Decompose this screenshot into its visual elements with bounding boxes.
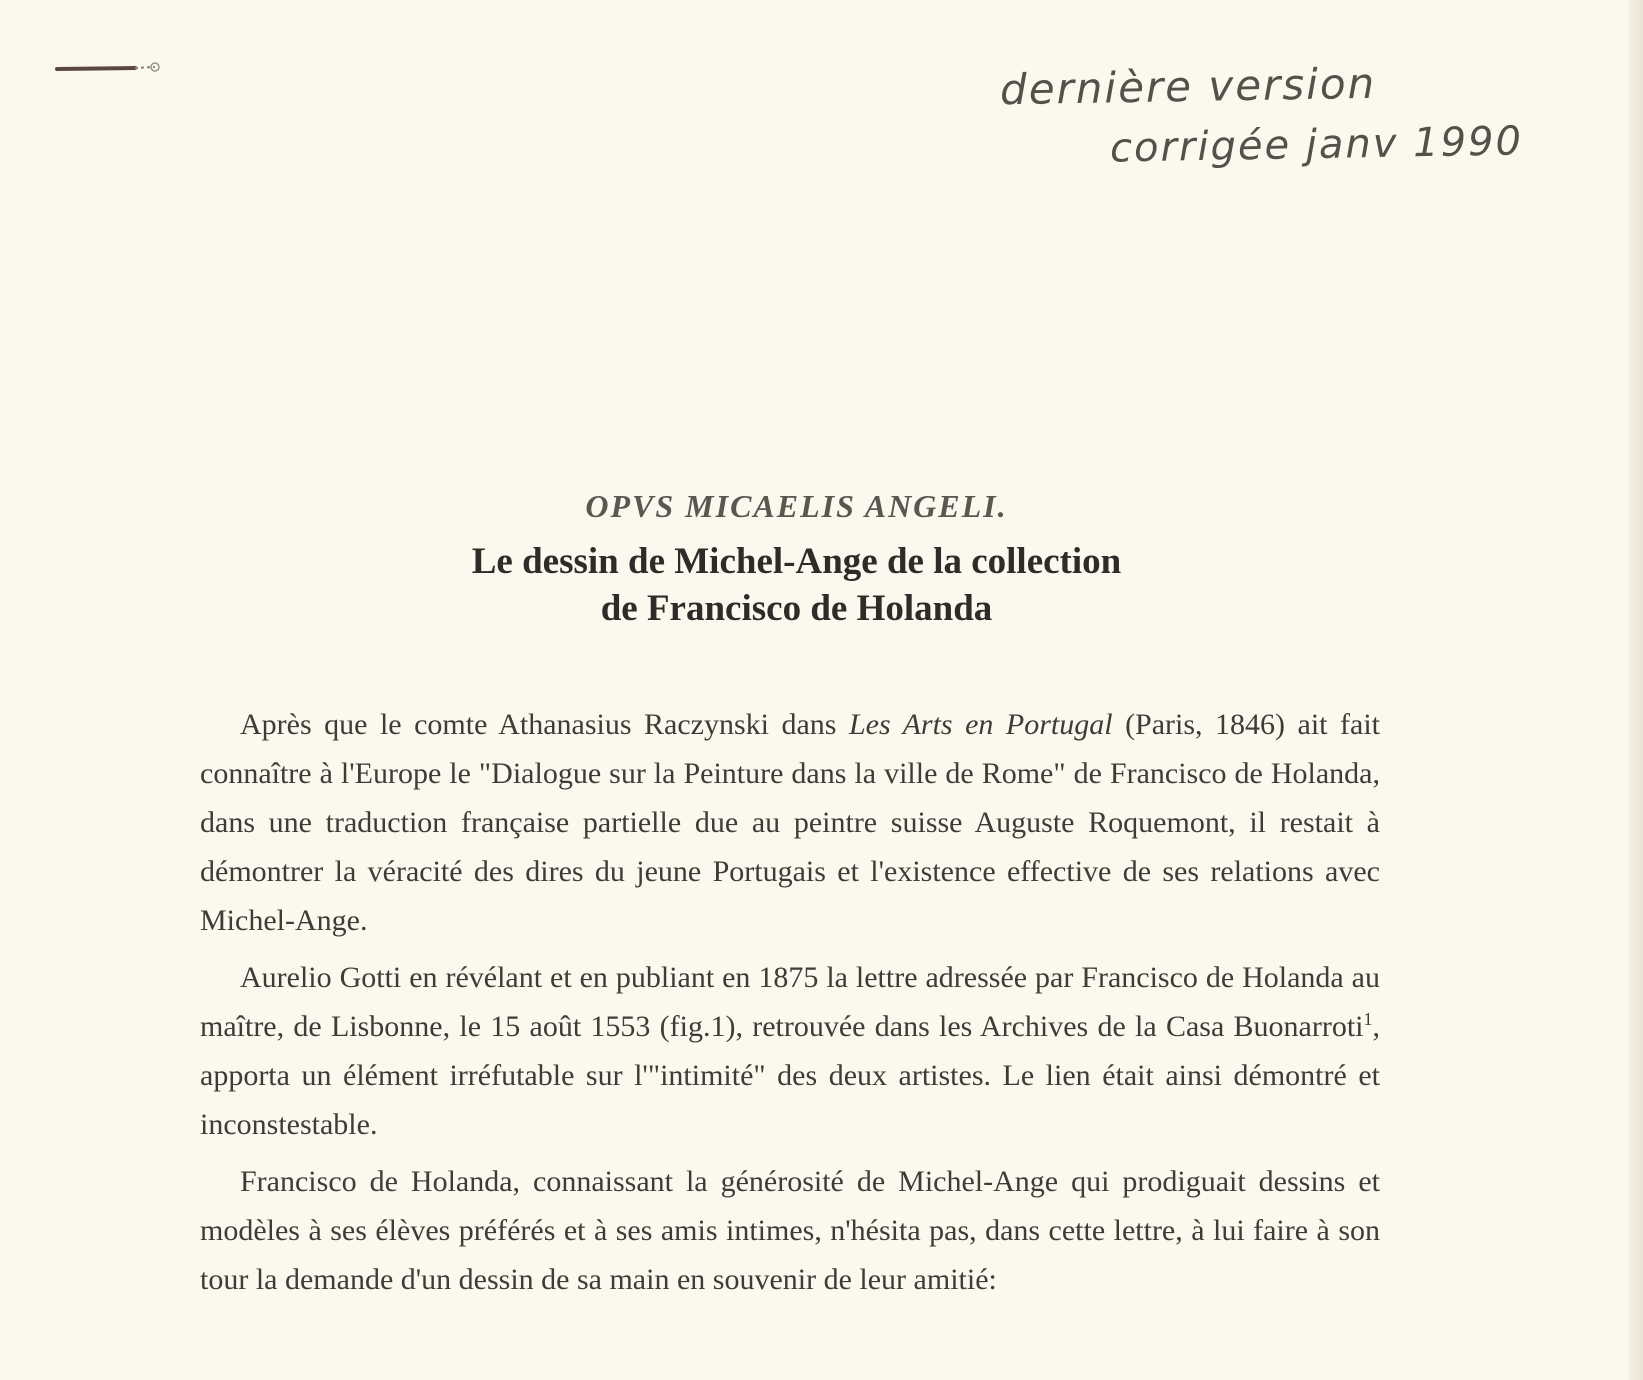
handwritten-note-line2: corrigée janv 1990 (1109, 118, 1524, 172)
latin-title: OPVS MICAELIS ANGELI. (585, 488, 1008, 524)
paragraph-1-start: Après que le comte Athanasius Raczynski dans (240, 708, 849, 741)
page-edge (1629, 0, 1643, 1380)
main-title (0, 538, 1593, 632)
paragraph-2-start: Aurelio Gotti en révélant et en publiant en 1875 la lettre adressée par Francisco de Holanda au maître, de Lisbonne, le 15 août 1553 (fig.1), retrouvée dans les Archives de la Casa Buonarroti (200, 961, 1380, 1043)
paragraph-1 (200, 700, 1380, 945)
handwritten-note-line1: dernière version (999, 58, 1377, 115)
book-title: Les Arts en Portugal (848, 708, 1113, 741)
paragraph-2 (200, 953, 1380, 1149)
paragraph-1-end: (Paris, 1846) ait fait connaître à l'Europe le "Dialogue sur la Peinture dans la ville de Rome" de Francisco de Holanda, dans une traduction française partielle due au peintre suisse Auguste Roquemont, il restait à démontrer la véracité des dires du jeune Portugais et l'existence effective de ses relations avec Michel-Ange. (200, 708, 1380, 937)
paragraph-3: Francisco de Holanda, connaissant la générosité de Michel-Ange qui prodiguait dessins et modèles à ses élèves préférés et à ses amis intimes, n'hésita pas, dans cette lettre, à lui faire à son tour la demande d'un dessin de sa main en souvenir de leur amitié: (200, 1165, 1380, 1296)
body-text (200, 700, 1380, 1312)
footnote-marker: 1 (1363, 1009, 1373, 1029)
paragraph-2-end: , apporta un élément irréfutable sur l'"intimité" des deux artistes. Le lien était ainsi démontré et inconstestable. (200, 1010, 1380, 1141)
staple-hole-mark (55, 62, 165, 76)
main-title-line2: de Francisco de Holanda (600, 588, 993, 629)
main-title-line1: Le dessin de Michel-Ange de la collection (471, 541, 1122, 582)
